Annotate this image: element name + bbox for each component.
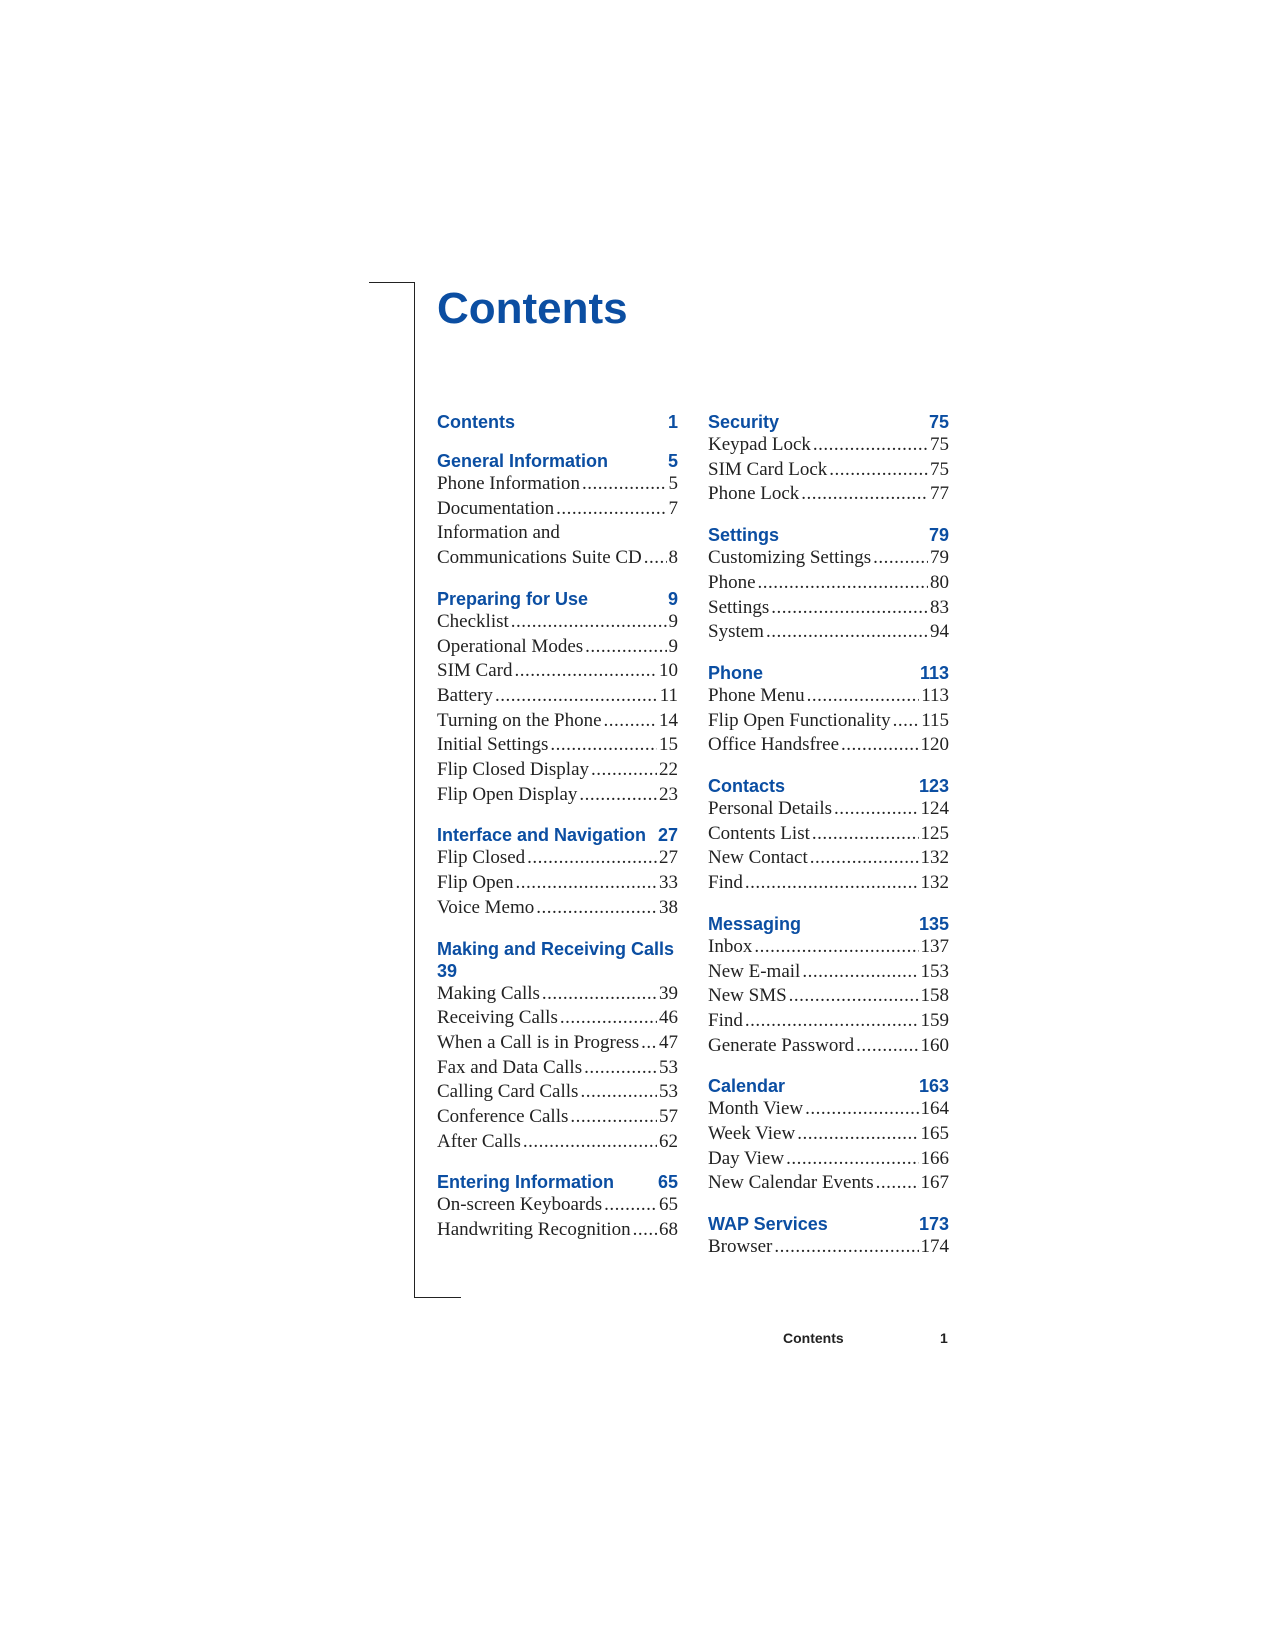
toc-section-page: 123 — [918, 776, 949, 797]
toc-entry-title: SIM Card Lock — [708, 458, 828, 480]
toc-section-heading[interactable] — [708, 411, 949, 433]
toc-entry[interactable] — [708, 546, 949, 571]
toc-entry-page: 77 — [930, 483, 949, 505]
toc-entry-title: System — [708, 621, 764, 643]
toc-entry-page: 23 — [659, 783, 678, 805]
toc-entry-title: Receiving Calls — [437, 1007, 558, 1029]
toc-section-heading[interactable] — [708, 1213, 949, 1235]
toc-entry-page: 125 — [920, 822, 949, 844]
toc-entry-page: 83 — [930, 596, 949, 618]
toc-entry-page: 79 — [930, 547, 949, 569]
toc-entry-title: Week View — [708, 1123, 796, 1145]
toc-section — [437, 588, 678, 808]
toc-entry-page: 113 — [921, 684, 949, 706]
toc-entry-leader — [829, 458, 928, 483]
toc-entry-leader — [802, 960, 918, 985]
toc-entry-page: 22 — [659, 759, 678, 781]
toc-entry-page: 167 — [920, 1172, 949, 1194]
toc-entry-title: Handwriting Recognition — [437, 1219, 631, 1241]
toc-section — [708, 913, 949, 1059]
toc-section — [437, 1171, 678, 1242]
toc-section-heading[interactable] — [437, 411, 678, 433]
toc-entry-page: 53 — [659, 1081, 678, 1103]
toc-entry-leader — [797, 1122, 918, 1147]
toc-entry-title: Office Handsfree — [708, 734, 839, 756]
toc-section-heading[interactable] — [437, 588, 678, 610]
toc-entry[interactable] — [708, 1122, 949, 1147]
toc-section-page: 135 — [918, 913, 949, 934]
toc-entry-leader — [841, 733, 919, 758]
toc-entry-title: SIM Card — [437, 660, 513, 682]
toc-section-page: 39 — [437, 960, 458, 981]
toc-entry-page: 14 — [659, 709, 678, 731]
toc-entry-title: New Contact — [708, 847, 808, 869]
toc-section-title: Settings — [708, 525, 780, 546]
toc-entry-page: 115 — [921, 709, 949, 731]
toc-section-heading[interactable] — [708, 913, 949, 935]
toc-entry-page: 132 — [920, 872, 949, 894]
toc-entry[interactable] — [437, 733, 678, 758]
toc-section-page: 173 — [918, 1214, 949, 1235]
toc-section-heading[interactable] — [708, 1075, 949, 1097]
toc-entry-page: 9 — [668, 610, 678, 632]
toc-entry-title: New E-mail — [708, 960, 801, 982]
toc-entry-page: 94 — [930, 621, 949, 643]
toc-entry-page: 137 — [920, 935, 949, 957]
toc-entry-leader — [604, 709, 657, 734]
toc-entry-page: 160 — [920, 1034, 949, 1056]
toc-entry-leader — [644, 546, 667, 571]
toc-section-title: Contents — [437, 412, 515, 432]
toc-entry-leader — [786, 1147, 918, 1172]
toc-entry[interactable] — [708, 620, 949, 645]
toc-entry-title: Phone Lock — [708, 483, 800, 505]
toc-column-right — [708, 411, 949, 1277]
toc-section-page: 163 — [918, 1076, 949, 1097]
toc-entry-leader — [766, 620, 928, 645]
toc-entry-title: Conference Calls — [437, 1106, 569, 1128]
toc-entry-page: 65 — [659, 1194, 678, 1216]
toc-section — [437, 450, 678, 571]
toc-entry-page: 80 — [930, 571, 949, 593]
toc-entry-title: Documentation — [437, 497, 555, 519]
toc-entry[interactable] — [437, 1105, 678, 1130]
toc-entry-title: Day View — [708, 1147, 785, 1169]
toc-entry-leader — [582, 472, 666, 497]
toc-section-heading[interactable] — [437, 824, 678, 846]
toc-entry-title: Phone Menu — [708, 684, 805, 706]
toc-entry-title: Flip Closed — [437, 847, 526, 869]
toc-section-page: 113 — [919, 662, 949, 683]
toc-entry-page: 10 — [659, 660, 678, 682]
toc-section-title: General Information — [437, 451, 609, 471]
toc-section-page: 1 — [667, 412, 678, 432]
footer-label: Contents — [783, 1330, 844, 1346]
toc-entry-leader — [579, 783, 657, 808]
toc-entry-leader — [789, 984, 919, 1009]
toc-entry[interactable] — [708, 846, 949, 871]
toc-entry[interactable] — [708, 935, 949, 960]
toc-entry-leader — [754, 935, 918, 960]
toc-entry-leader — [542, 982, 657, 1007]
toc-section-title: Messaging — [708, 913, 802, 934]
toc-section-title: Calendar — [708, 1076, 786, 1097]
toc-entry-page: 5 — [668, 473, 678, 494]
frame-rule-bottom — [414, 1297, 461, 1298]
toc-section-heading[interactable] — [708, 524, 949, 546]
toc-entry-page: 166 — [920, 1147, 949, 1169]
toc-entry-leader — [584, 1056, 657, 1081]
toc-section-title: Making and Receiving Calls — [437, 938, 675, 959]
toc-entry[interactable] — [437, 896, 678, 921]
page-title: Contents — [437, 284, 628, 333]
toc-entry-page: 153 — [920, 960, 949, 982]
toc-entry-leader — [560, 1006, 657, 1031]
toc-entry-page: 68 — [659, 1219, 678, 1241]
toc-entry[interactable] — [437, 659, 678, 684]
toc-entry[interactable] — [437, 684, 678, 709]
toc-entry-title: Voice Memo — [437, 896, 535, 918]
toc-entry[interactable] — [708, 797, 949, 822]
toc-entry[interactable] — [437, 1080, 678, 1105]
toc-entry-title: Operational Modes — [437, 635, 584, 657]
toc-entry-page: 38 — [659, 896, 678, 918]
toc-entry[interactable] — [708, 871, 949, 896]
toc-section-heading[interactable] — [708, 662, 949, 684]
toc-entry-leader — [556, 497, 666, 522]
toc-section — [708, 1213, 949, 1260]
toc-entry[interactable] — [437, 546, 678, 571]
toc-entry-leader — [523, 1130, 657, 1155]
toc-entry-leader — [570, 1105, 657, 1130]
toc-section — [708, 662, 949, 758]
toc-section-page: 5 — [667, 451, 678, 471]
toc-entry[interactable] — [437, 1130, 678, 1155]
toc-entry-page: 11 — [659, 684, 678, 706]
toc-entry-leader — [514, 659, 657, 684]
toc-entry-page: 75 — [930, 458, 949, 480]
toc-entry-leader — [641, 1031, 657, 1056]
toc-section-heading[interactable] — [437, 938, 678, 982]
toc-entry-leader — [516, 871, 657, 896]
toc-section-title: Preparing for Use — [437, 588, 589, 609]
toc-entry-title: Calling Card Calls — [437, 1081, 579, 1103]
toc-entry[interactable] — [437, 497, 678, 522]
footer-page-number: 1 — [940, 1330, 948, 1346]
frame-rule-vertical — [414, 282, 415, 1298]
toc-entry[interactable] — [437, 709, 678, 734]
toc-entry[interactable] — [708, 709, 949, 734]
toc-entry-title: Communications Suite CD — [437, 547, 642, 569]
toc-section — [437, 938, 678, 1155]
toc-entry[interactable] — [437, 758, 678, 783]
toc-entry-leader — [550, 733, 657, 758]
toc-entry-page: 57 — [659, 1106, 678, 1128]
toc-entry[interactable] — [708, 1034, 949, 1059]
toc-entry-leader — [527, 846, 657, 871]
toc-entry-leader — [810, 846, 919, 871]
toc-section-heading[interactable] — [708, 775, 949, 797]
toc-entry-page: 33 — [659, 872, 678, 894]
toc-section-page: 65 — [657, 1172, 678, 1193]
toc-entry[interactable] — [437, 521, 678, 546]
toc-entry-title: Battery — [437, 684, 493, 706]
toc-entry-leader — [801, 482, 928, 507]
toc-entry-leader — [771, 596, 928, 621]
toc-section-title: Security — [708, 412, 780, 432]
toc-entry[interactable] — [708, 458, 949, 483]
toc-section-page: 27 — [657, 825, 678, 846]
toc-entry-page: 120 — [920, 734, 949, 756]
toc-entry[interactable] — [708, 984, 949, 1009]
toc-entry-title: After Calls — [437, 1130, 521, 1152]
toc-entry-page: 174 — [920, 1236, 949, 1258]
toc-section — [437, 411, 678, 433]
toc-entry[interactable] — [708, 822, 949, 847]
toc-entry-page: 165 — [920, 1123, 949, 1145]
toc-entry-page: 9 — [668, 635, 678, 657]
toc-entry-title: On-screen Keyboards — [437, 1194, 603, 1216]
toc-entry-title: Settings — [708, 596, 770, 618]
toc-entry[interactable] — [708, 1235, 949, 1260]
toc-section — [708, 524, 949, 645]
toc-entry[interactable] — [708, 571, 949, 596]
toc-entry-title: Generate Password — [708, 1034, 855, 1056]
toc-entry-leader — [633, 1218, 657, 1243]
toc-entry-page: 39 — [659, 982, 678, 1004]
toc-entry-page: 46 — [659, 1007, 678, 1029]
toc-section-heading[interactable] — [437, 1171, 678, 1193]
toc-entry-page: 132 — [920, 847, 949, 869]
toc-entry-title: Inbox — [708, 935, 753, 957]
toc-entry[interactable] — [437, 472, 678, 497]
toc-entry[interactable] — [437, 982, 678, 1007]
toc-entry-leader — [585, 635, 666, 660]
toc-entry-title: When a Call is in Progress — [437, 1031, 640, 1053]
toc-entry-title: Customizing Settings — [708, 547, 872, 569]
toc-entry-title: Flip Open Display — [437, 783, 578, 805]
toc-entry-leader — [495, 684, 658, 709]
toc-entry-page: 53 — [659, 1056, 678, 1078]
toc-entry-title: Find — [708, 1009, 743, 1031]
toc-entry-title: Personal Details — [708, 798, 833, 820]
toc-entry-title: Information and — [437, 522, 560, 544]
toc-entry-leader — [807, 684, 920, 709]
toc-section-page: 75 — [928, 412, 949, 432]
toc-entry[interactable] — [437, 1218, 678, 1243]
toc-entry-page: 7 — [668, 497, 678, 519]
toc-entry-title: Phone — [708, 571, 756, 593]
toc-entry-title: Month View — [708, 1098, 804, 1120]
toc-entry[interactable] — [708, 1009, 949, 1034]
toc-entry-title: Contents List — [708, 822, 810, 844]
toc-section-title: WAP Services — [708, 1214, 828, 1235]
toc-entry-leader — [805, 1097, 918, 1122]
toc-section-title: Entering Information — [437, 1172, 614, 1193]
toc-entry-leader — [536, 896, 657, 921]
toc-entry-page: 158 — [920, 985, 949, 1007]
toc-entry-leader — [834, 797, 918, 822]
toc-entry[interactable] — [708, 482, 949, 507]
toc-entry-title: Flip Open Functionality — [708, 709, 891, 731]
toc-entry-leader — [774, 1235, 918, 1260]
toc-section-page: 9 — [667, 588, 678, 609]
toc-entry[interactable] — [708, 733, 949, 758]
toc-entry-page: 62 — [659, 1130, 678, 1152]
toc-entry[interactable] — [708, 433, 949, 458]
toc-entry-leader — [812, 822, 919, 847]
toc-section — [708, 1075, 949, 1196]
toc-entry-title: Making Calls — [437, 982, 540, 1004]
toc-entry-title: Browser — [708, 1236, 773, 1258]
toc-entry-title: New SMS — [708, 985, 787, 1007]
toc-entry-page: 164 — [920, 1098, 949, 1120]
toc-entry-page: 124 — [920, 798, 949, 820]
toc-entry-leader — [511, 610, 667, 635]
toc-entry[interactable] — [708, 684, 949, 709]
toc-entry-leader — [893, 709, 920, 734]
toc-entry-title: New Calendar Events — [708, 1172, 874, 1194]
toc-entry[interactable] — [437, 1006, 678, 1031]
toc-entry-leader — [745, 871, 919, 896]
toc-entry-leader — [873, 546, 928, 571]
toc-entry[interactable] — [437, 1056, 678, 1081]
toc-entry[interactable] — [437, 1193, 678, 1218]
toc-entry[interactable] — [708, 596, 949, 621]
toc-entry-leader — [813, 433, 928, 458]
toc-entry-title: Checklist — [437, 610, 509, 632]
toc-entry[interactable] — [437, 783, 678, 808]
toc-entry-page: 159 — [920, 1009, 949, 1031]
toc-entry[interactable] — [708, 1171, 949, 1196]
toc-entry-leader — [758, 571, 929, 596]
toc-entry-leader — [604, 1193, 657, 1218]
toc-entry[interactable] — [708, 1097, 949, 1122]
toc-entry-page: 47 — [659, 1031, 678, 1053]
toc-entry-title: Phone Information — [437, 473, 581, 494]
toc-entry[interactable] — [708, 960, 949, 985]
toc-section-page: 79 — [928, 525, 949, 546]
toc-section-title: Interface and Navigation — [437, 825, 647, 846]
toc-entry-leader — [856, 1034, 918, 1059]
toc-entry-leader — [591, 758, 657, 783]
toc-entry-page: 75 — [930, 434, 949, 455]
toc-entry[interactable] — [437, 635, 678, 660]
toc-entry-title: Turning on the Phone — [437, 709, 602, 731]
toc-entry[interactable] — [437, 1031, 678, 1056]
toc-section — [708, 411, 949, 507]
toc-entry[interactable] — [437, 846, 678, 871]
toc-entry[interactable] — [437, 610, 678, 635]
toc-entry-title: Flip Open — [437, 872, 514, 894]
toc-entry[interactable] — [437, 871, 678, 896]
toc-section — [437, 824, 678, 920]
toc-entry-leader — [745, 1009, 919, 1034]
toc-section — [708, 775, 949, 896]
frame-rule-top — [369, 282, 415, 283]
toc-section-title: Contacts — [708, 776, 786, 797]
toc-entry-page: 15 — [659, 734, 678, 756]
toc-column-left — [437, 411, 678, 1260]
toc-section-title: Phone — [708, 662, 764, 683]
toc-entry-title: Flip Closed Display — [437, 759, 590, 781]
toc-section-heading[interactable] — [437, 450, 678, 472]
toc-entry-title: Fax and Data Calls — [437, 1056, 583, 1078]
toc-entry-leader — [876, 1171, 919, 1196]
toc-entry-page: 8 — [668, 547, 678, 569]
toc-entry-title: Find — [708, 872, 743, 894]
toc-entry-page: 27 — [659, 847, 678, 869]
toc-entry-leader — [580, 1080, 657, 1105]
toc-entry-title: Keypad Lock — [708, 434, 811, 455]
toc-entry[interactable] — [708, 1147, 949, 1172]
toc-entry-title: Initial Settings — [437, 734, 549, 756]
